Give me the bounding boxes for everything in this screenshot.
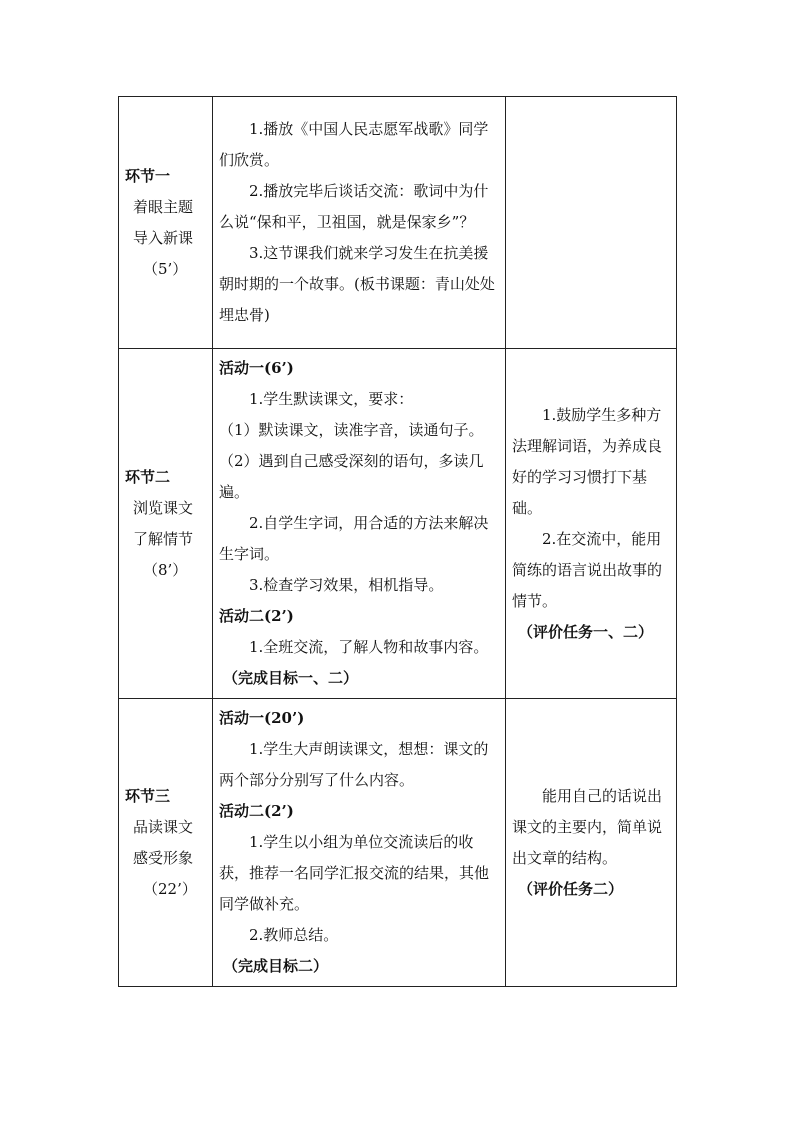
stage-line: 导入新课 [133, 228, 194, 247]
table-row [119, 699, 677, 987]
goal-note: （完成目标二） [223, 957, 329, 975]
content-item: 3.检查学习效果，相机指导。 [249, 576, 444, 594]
content-cell [213, 699, 506, 987]
stage-time: （5’） [143, 259, 188, 278]
content-item: （1）默读课文，读准字音，读通句子。 [219, 421, 484, 439]
stage-title: 环节二 [125, 467, 171, 486]
goal-note: （完成目标一、二） [223, 669, 359, 687]
design-cell [506, 699, 677, 987]
stage-line: 了解情节 [133, 529, 194, 548]
content-item: 2.自学生字词，用合适的方法来解决生字词。 [219, 514, 489, 563]
stage-line: 着眼主题 [133, 197, 194, 216]
table-row [119, 97, 677, 349]
activity-heading: 活动二(2’) [219, 802, 294, 820]
content-item: 2.播放完毕后谈话交流：歌词中为什么说“保和平，卫祖国，就是保家乡”？ [219, 182, 489, 231]
content-item: 2.教师总结。 [249, 926, 339, 944]
stage-cell [119, 699, 213, 987]
stage-cell [119, 97, 213, 349]
content-item: 1.播放《中国人民志愿军战歌》同学们欣赏。 [219, 120, 489, 169]
stage-line: 感受形象 [133, 848, 194, 867]
stage-time: （22’） [143, 879, 197, 898]
design-item: 2.在交流中，能用简练的语言说出故事的情节。 [512, 529, 663, 610]
design-cell [506, 349, 677, 699]
evaluation-task: （评价任务一、二） [518, 622, 654, 641]
content-cell [213, 97, 506, 349]
stage-title: 环节一 [125, 166, 171, 185]
lesson-plan-table [118, 96, 677, 987]
stage-title: 环节三 [125, 786, 171, 805]
stage-line: 浏览课文 [133, 498, 194, 517]
activity-heading: 活动一(20’) [219, 709, 305, 727]
stage-line: 品读课文 [133, 817, 194, 836]
activity-heading: 活动二(2’) [219, 607, 294, 625]
evaluation-task: （评价任务二） [518, 879, 624, 898]
stage-time: （8’） [143, 560, 188, 579]
content-item: 1.全班交流，了解人物和故事内容。 [249, 638, 489, 656]
content-item: 3.这节课我们就来学习发生在抗美援朝时期的一个故事。(板书课题：青山处处埋忠骨) [219, 244, 495, 324]
design-cell [506, 97, 677, 349]
design-item: 1.鼓励学生多种方法理解词语，为养成良好的学习习惯打下基础。 [512, 405, 663, 517]
stage-cell [119, 349, 213, 699]
activity-heading: 活动一(6’) [219, 359, 294, 377]
design-item: 能用自己的话说出课文的主要内，简单说出文章的结构。 [512, 786, 663, 867]
table-row [119, 349, 677, 699]
content-item: 1.学生默读课文，要求： [249, 390, 414, 408]
content-cell [213, 349, 506, 699]
content-item: 1.学生大声朗读课文，想想：课文的两个部分分别写了什么内容。 [219, 740, 489, 789]
content-item: 1.学生以小组为单位交流读后的收获，推荐一名同学汇报交流的结果，其他同学做补充。 [219, 833, 490, 913]
content-item: （2）遇到自己感受深刻的语句，多读几遍。 [219, 452, 484, 501]
